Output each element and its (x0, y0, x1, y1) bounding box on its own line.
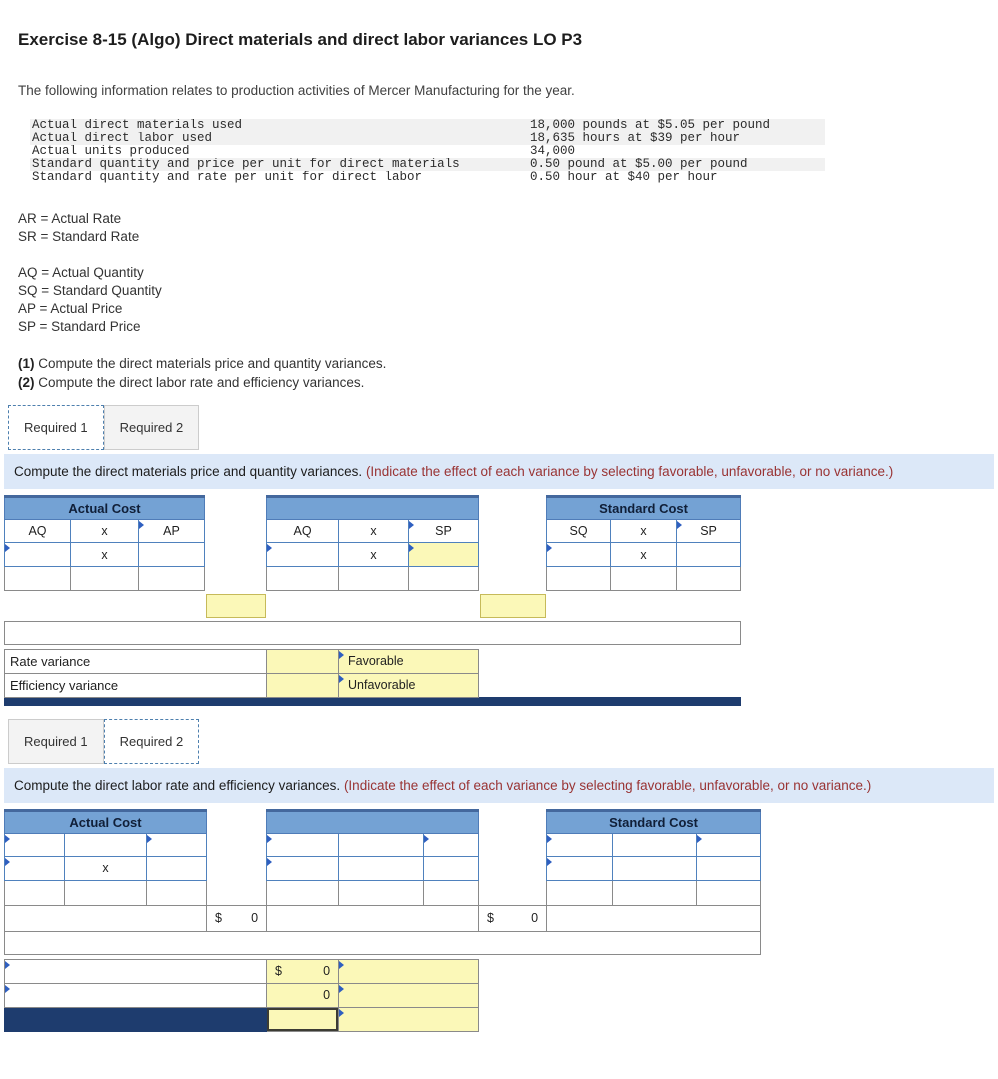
info-row-value: 18,000 pounds at $5.05 per pound (530, 119, 771, 132)
ws2-spacer (479, 959, 761, 983)
ws2-standard-label-select[interactable] (547, 833, 613, 856)
dropdown-caret-icon (547, 858, 552, 866)
ws2-middle-x-cell (339, 856, 424, 880)
dropdown-caret-icon (697, 835, 702, 843)
ws1-middle-section-header (267, 497, 479, 520)
ws1-right-variance-connector (479, 591, 547, 622)
dropdown-caret-icon (5, 544, 10, 552)
ws2-result-cell (65, 880, 147, 905)
ws1-total-row-cell (5, 621, 741, 644)
amount-value: 0 (531, 911, 539, 925)
ws1-result-cell[interactable] (5, 567, 71, 591)
ws1-standard-sq-label-cell: SQ (547, 520, 611, 543)
ws1-gap (479, 520, 547, 543)
ws2-actual-label-select[interactable] (147, 833, 207, 856)
ws1-middle-x-cell: x (339, 543, 409, 567)
info-row-value: 18,635 hours at $39 per hour (530, 132, 741, 145)
ws1-gap (205, 543, 267, 567)
ws2-total-row-cell (5, 931, 761, 954)
ws2-variance-label-select-3-active[interactable] (5, 1007, 267, 1031)
exercise-page (0, 30, 998, 1032)
ws1-left-variance-amount-cell[interactable] (206, 594, 266, 618)
production-info-table (30, 119, 825, 184)
ws2-standard-x-cell (613, 833, 697, 856)
abbr-sq: SQ = Standard Quantity (18, 283, 162, 298)
dropdown-caret-icon (339, 651, 344, 659)
dollar-sign: $ (215, 911, 222, 925)
ws2-actual-x-cell (65, 833, 147, 856)
materials-variance-worksheet (4, 495, 741, 706)
ws2-actual-quantity-input[interactable] (5, 856, 65, 880)
amount-value: 0 (323, 964, 331, 978)
ws2-result-cell[interactable] (5, 880, 65, 905)
ws2-standard-rate-input[interactable] (697, 856, 761, 880)
ws1-actual-ap-select-cell[interactable] (139, 520, 205, 543)
ws2-actual-rate-input[interactable] (147, 856, 207, 880)
ws2-left-variance-amount-cell (207, 905, 267, 931)
ws1-result-cell[interactable] (267, 567, 339, 591)
task-2 (18, 373, 980, 392)
ws1-result-cell (339, 567, 409, 591)
task-list (18, 354, 980, 392)
ws1-result-cell[interactable] (409, 567, 479, 591)
ws2-band (267, 905, 479, 931)
ws2-result-cell[interactable] (697, 880, 761, 905)
ws1-gap (479, 497, 547, 520)
ws1-right-variance-amount-cell[interactable] (480, 594, 546, 618)
ws2-middle-label-select[interactable] (267, 833, 339, 856)
ws1-gap (205, 497, 267, 520)
ws2-band (547, 905, 761, 931)
ws2-actual-cost-header: Actual Cost (5, 810, 207, 833)
ws1-gap (205, 520, 267, 543)
ws2-right-variance-amount-cell (479, 905, 547, 931)
ws2-middle-rate-input[interactable] (424, 856, 479, 880)
ws1-sp-label: SP (700, 524, 717, 538)
intro-text: The following information relates to production activities of Mercer Manufacturing for the year. (18, 83, 575, 98)
ws1-spacer (267, 591, 479, 622)
ws2-band (5, 905, 207, 931)
efficiency-variance-label: Efficiency variance (5, 673, 267, 697)
ws2-gap (207, 833, 267, 856)
ws2-variance-effect-select-1[interactable] (339, 959, 479, 983)
abbr-sr: SR = Standard Rate (18, 229, 140, 244)
ws1-gap (479, 543, 547, 567)
dropdown-caret-icon (267, 858, 272, 866)
task-1-text: Compute the direct materials price and quantity variances. (34, 356, 387, 371)
dropdown-caret-icon (339, 985, 344, 993)
ws1-result-cell (611, 567, 677, 591)
ws2-spacer (479, 983, 761, 1007)
info-row-value: 34,000 (530, 145, 576, 158)
ws1-sp-label: SP (435, 524, 452, 538)
ws2-actual-label-select[interactable] (5, 833, 65, 856)
info-row-label: Standard quantity and price per unit for direct materials (32, 158, 460, 171)
dropdown-caret-icon (267, 544, 272, 552)
ws1-spacer (547, 591, 741, 622)
task-1 (18, 354, 980, 373)
required-tabs-2 (8, 719, 998, 764)
rate-variance-effect-select[interactable] (339, 649, 479, 673)
dropdown-caret-icon (147, 835, 152, 843)
efficiency-variance-amount-input[interactable] (267, 673, 339, 697)
dollar-sign: $ (487, 911, 494, 925)
ws2-gap (207, 856, 267, 880)
ws1-left-variance-connector (205, 591, 267, 622)
abbr-ar: AR = Actual Rate (18, 211, 122, 226)
dropdown-caret-icon (339, 1009, 344, 1017)
ws2-spacer (479, 1007, 761, 1031)
ws1-gap (479, 567, 547, 591)
panel2-tab-required-2[interactable]: Required 2 (104, 719, 200, 764)
dropdown-caret-icon (424, 835, 429, 843)
dropdown-caret-icon (5, 835, 10, 843)
page-title: Exercise 8-15 (Algo) Direct materials and direct labor variances LO P3 (18, 30, 583, 49)
ws1-actual-x-label-cell: x (71, 520, 139, 543)
ws1-ap-label: AP (163, 524, 180, 538)
ws2-standard-label-select[interactable] (697, 833, 761, 856)
ws1-standard-x-cell: x (611, 543, 677, 567)
ws1-middle-aq-label-cell: AQ (267, 520, 339, 543)
panel1-tab-required-2[interactable]: Required 2 (104, 405, 200, 450)
amount-value: 0 (323, 988, 331, 1002)
ws2-standard-x-cell (613, 856, 697, 880)
ws1-actual-x-cell: x (71, 543, 139, 567)
info-row (30, 171, 825, 184)
ws1-gap (205, 567, 267, 591)
ws2-result-cell[interactable] (424, 880, 479, 905)
info-row (30, 119, 825, 132)
instruction-text: Compute the direct labor rate and efficiency variances. (14, 777, 344, 793)
ws1-actual-cost-header: Actual Cost (5, 497, 205, 520)
abbreviation-block-rates (18, 210, 980, 246)
ws2-variance-amount-input-3[interactable] (267, 1007, 339, 1031)
ws1-middle-x-label-cell: x (339, 520, 409, 543)
ws2-result-cell[interactable] (547, 880, 613, 905)
ws1-clipped-row (5, 697, 741, 705)
abbreviation-block-quantities (18, 264, 980, 336)
dropdown-caret-icon (139, 521, 144, 529)
ws1-spacer (5, 591, 205, 622)
ws2-gap (479, 810, 547, 833)
ws2-result-cell (339, 880, 424, 905)
ws2-variance-effect-select-3[interactable] (339, 1007, 479, 1031)
panel2-tab-required-1[interactable]: Required 1 (8, 719, 104, 764)
ws2-variance-label-select-2[interactable] (5, 983, 267, 1007)
ws1-spacer (479, 649, 741, 673)
ws1-spacer (479, 673, 741, 697)
ws2-middle-label-select[interactable] (424, 833, 479, 856)
instruction-text: Compute the direct materials price and quantity variances. (14, 464, 366, 479)
dropdown-caret-icon (409, 521, 414, 529)
dropdown-caret-icon (409, 544, 414, 552)
dropdown-caret-icon (5, 858, 10, 866)
dropdown-caret-icon (267, 835, 272, 843)
ws2-middle-x-cell (339, 833, 424, 856)
ws2-gap (479, 833, 547, 856)
info-row-label: Actual units produced (32, 145, 190, 158)
abbr-sp: SP = Standard Price (18, 319, 141, 334)
abbr-aq: AQ = Actual Quantity (18, 265, 144, 280)
ws2-result-cell (613, 880, 697, 905)
ws1-middle-sp-input[interactable] (409, 543, 479, 567)
info-row (30, 158, 825, 171)
ws2-middle-section-header (267, 810, 479, 833)
rate-variance-effect-value: Favorable (348, 654, 404, 668)
info-row-value: 0.50 hour at $40 per hour (530, 171, 718, 184)
required-tabs-1 (8, 405, 998, 450)
ws1-actual-aq-label-cell: AQ (5, 520, 71, 543)
info-row-label: Actual direct materials used (32, 119, 243, 132)
ws1-result-cell[interactable] (677, 567, 741, 591)
ws2-variance-label-select-1[interactable] (5, 959, 267, 983)
ws2-result-cell[interactable] (147, 880, 207, 905)
ws1-standard-sp-select-cell[interactable] (677, 520, 741, 543)
info-row (30, 132, 825, 145)
ws2-variance-amount-input-2[interactable] (267, 983, 339, 1007)
ws2-variance-amount-input-1[interactable] (267, 959, 339, 983)
ws2-variance-effect-select-2[interactable] (339, 983, 479, 1007)
labor-variance-worksheet (4, 809, 761, 1032)
ws2-gap (479, 856, 547, 880)
dropdown-caret-icon (5, 985, 10, 993)
info-row-value: 0.50 pound at $5.00 per pound (530, 158, 748, 171)
efficiency-variance-effect-select[interactable] (339, 673, 479, 697)
dropdown-caret-icon (547, 544, 552, 552)
amount-value: 0 (251, 911, 259, 925)
info-row-label: Standard quantity and rate per unit for direct labor (32, 171, 423, 184)
dropdown-caret-icon (677, 521, 682, 529)
dropdown-caret-icon (339, 961, 344, 969)
dollar-sign: $ (275, 964, 282, 978)
abbr-ap: AP = Actual Price (18, 301, 123, 316)
ws1-middle-aq-input[interactable] (267, 543, 339, 567)
ws2-middle-quantity-input[interactable] (267, 856, 339, 880)
task-2-text: Compute the direct labor rate and efficiency variances. (34, 375, 365, 390)
ws1-standard-sp-input[interactable] (677, 543, 741, 567)
rate-variance-label: Rate variance (5, 649, 267, 673)
ws2-standard-quantity-input[interactable] (547, 856, 613, 880)
instruction-bar-1 (4, 454, 994, 489)
instruction-note: (Indicate the effect of each variance by selecting favorable, unfavorable, or no variance.) (365, 464, 894, 479)
instruction-bar-2 (4, 768, 994, 803)
ws1-result-cell[interactable] (139, 567, 205, 591)
task-1-number: (1) (18, 356, 35, 371)
info-row-label: Actual direct labor used (32, 132, 213, 145)
ws1-result-cell (71, 567, 139, 591)
instruction-note: (Indicate the effect of each variance by selecting favorable, unfavorable, or no variance.) (343, 777, 872, 793)
ws1-standard-sq-input[interactable] (547, 543, 611, 567)
dropdown-caret-icon (5, 961, 10, 969)
efficiency-variance-effect-value: Unfavorable (348, 678, 416, 692)
ws2-standard-cost-header: Standard Cost (547, 810, 761, 833)
rate-variance-amount-input[interactable] (267, 649, 339, 673)
ws2-actual-x-cell: x (65, 856, 147, 880)
info-row (30, 145, 825, 158)
ws2-gap (479, 880, 547, 905)
ws2-result-cell[interactable] (267, 880, 339, 905)
ws1-actual-aq-input[interactable] (5, 543, 71, 567)
ws2-gap (207, 810, 267, 833)
ws1-actual-ap-input[interactable] (139, 543, 205, 567)
dropdown-caret-icon (339, 675, 344, 683)
ws2-gap (207, 880, 267, 905)
dropdown-caret-icon (547, 835, 552, 843)
panel1-tab-required-1[interactable]: Required 1 (8, 405, 104, 450)
ws1-standard-cost-header: Standard Cost (547, 497, 741, 520)
ws1-result-cell[interactable] (547, 567, 611, 591)
ws1-middle-sp-select-cell[interactable] (409, 520, 479, 543)
task-2-number: (2) (18, 375, 35, 390)
ws1-standard-x-label-cell: x (611, 520, 677, 543)
